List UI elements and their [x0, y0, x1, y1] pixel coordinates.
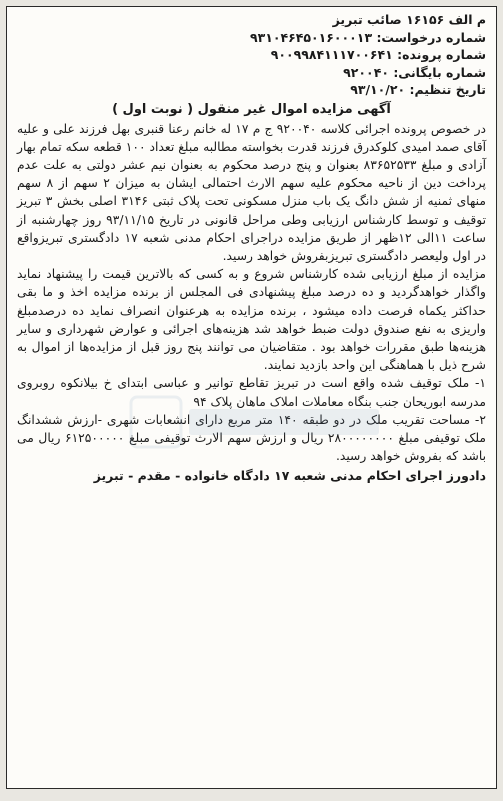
signature-line: دادورز اجرای احکام مدنی شعبه ۱۷ دادگاه خانواده - مقدم - تبریز — [93, 468, 486, 484]
archive-number-row — [17, 64, 486, 82]
body-paragraph-valuation: ۲- مساحت تقریب ملک در دو طبقه ۱۴۰ متر مربع دارای انشعابات شهری -ارزش ششدانگ ملک توقیفی مبلغ ۲۸۰۰۰۰۰۰۰۰ ریال و ارزش سهم الارث توقیفی مبلغ ۶۱۲۵۰۰۰۰۰ ریال می باشد که بفروش خواهد رسید. — [17, 412, 486, 464]
case-number-row — [17, 46, 486, 64]
request-number-value: ۹۳۱۰۴۶۴۵۰۱۶۰۰۰۱۳ — [250, 29, 373, 45]
date-row — [17, 81, 486, 99]
notice-code: م الف ۱۶۱۵۶ صائب تبریز — [332, 12, 486, 27]
date-value: ۹۳/۱۰/۲۰ — [350, 82, 406, 97]
body-paragraph-location: ۱- ملک توقیف شده واقع است در تبریز تقاطع توانیر و عباسی ابتدای خ بیلانکوه روبروی مدرسه ابوریحان جنب بنگاه معاملات املاک ماهان پلاک ۹۴ — [17, 376, 486, 409]
request-number-row — [17, 29, 486, 47]
notice-title: آگهی مزایده اموال غیر منقول ( نوبت اول ) — [112, 101, 391, 117]
body-paragraph-terms: مزایده از مبلغ ارزیابی شده کارشناس شروع و به کسی که بالاترین قیمت را پیشنهاد نماید واگذار خواهدگردید و ده درصد مبلغ پیشنهادی فی المجلس از برنده مزایده اخذ و ما بقی حداکثر یکماه فرصت داده میشود ، برنده مزایده به هرعنوان انصراف نماید ده درصدمبلغ واریزی به نفع صندوق دولت ضبط خواهد شد هزینه‌های اجرائی و عوارض شهرداری و سایر هزینه‌ها طبق مقررات خواهد بود . متقاضیان می توانند پنج روز قبل از مزایده‌ها از اموال به شرح ذیل با هماهنگی این واحد بازدید نمایند. — [17, 267, 486, 373]
case-number-label: شماره پرونده: — [397, 47, 486, 62]
archive-number-value: ۹۲۰۰۴۰ — [343, 64, 389, 80]
body-paragraph-case: در خصوص پرونده اجرائی کلاسه ۹۲۰۰۴۰ ج م ۱۷ له خانم رعنا قنبری بهل فرزند علی و علیه آقای صمد امیدی کلوکدرق فرزند قدرت بخواسته مطالبه مبلغ تعداد ۱۰۰ قطعه سکه تمام بهار آزادی و مبلغ ۸۳۶۵۲۵۳۳ بعنوان و پنج درصد محکوم به بعنوان نیم عشر دولتی به علت عدم پرداخت دین از ناحیه محکوم علیه سهم الارث احتمالی ایشان به میزان ۲ سهم از ۸ سهم منهای ثمنیه از شش دانگ یک باب منزل مسکونی تحت پلاک ثبتی ۳۱۴۶ اصلی بخش ۳ تبریز توقیف و توسط کارشناس ارزیابی وطی مراحل قانونی در تاریخ ۹۳/۱۱/۱۵ روز چهارشنبه از ساعت ۱۱الی ۱۲ظهر از طریق مزایده دراجرای احکام مدنی شعبه ۱۷ دادگستری تبریزواقع در اول ولیعصر دادگستری تبریزبفروش خواهد رسید. — [17, 121, 487, 263]
request-number-label: شماره درخواست: — [376, 29, 486, 45]
date-label: تاریخ تنظیم: — [409, 82, 486, 97]
notice-clipping — [6, 6, 497, 789]
archive-number-label: شماره بایگانی: — [393, 64, 486, 80]
case-number-value: ۹۰۰۹۹۸۴۱۱۱۷۰۰۶۴۱ — [270, 47, 393, 62]
